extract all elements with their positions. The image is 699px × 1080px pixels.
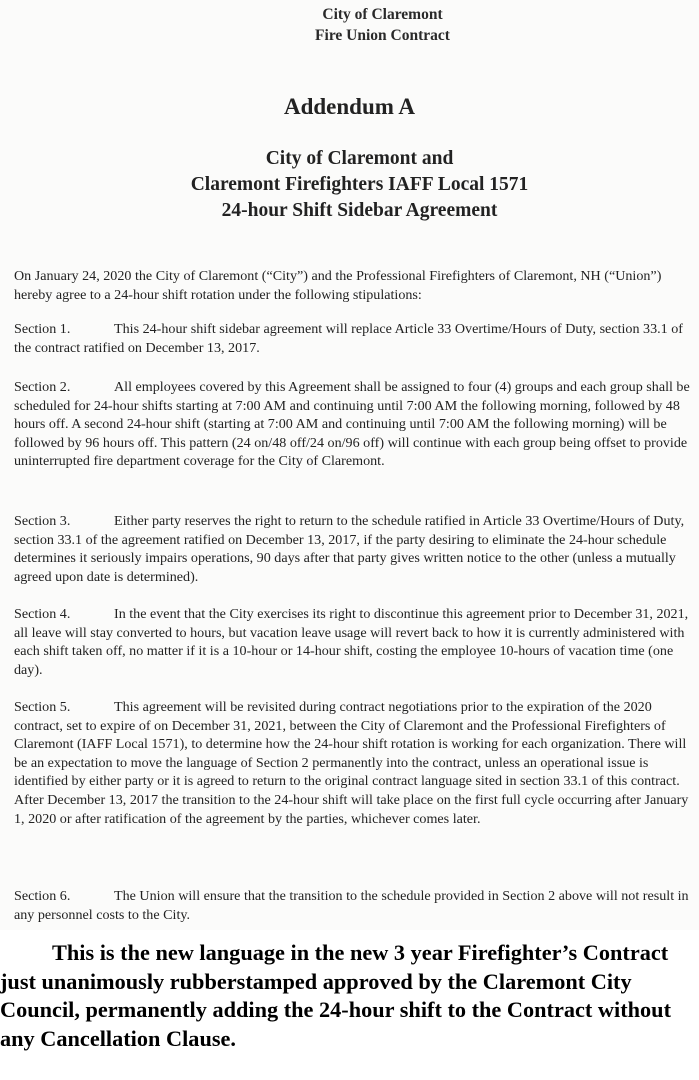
section-5-text: This agreement will be revisited during contract negotiations prior to the expiration of the 2020 contract, set to expire of on December 31, 2021, between the City of Claremont and the Professional Firefighters of Claremont (IAFF Local 1571), to determine how the 24-hour shift rotation is working for each organization. There will be an expectation to move the language of Section 2 permanently into the contract, unless an operational issue is identified by either party or it is agreed to return to the original contract language sited in section 33.1 of this contract. [14,699,687,790]
section-4 [14,605,692,679]
section-2-text: All employees covered by this Agreement shall be assigned to four (4) groups and each group shall be scheduled for 24-hour shifts starting at 7:00 AM and continuing until 7:00 AM the following morning, followed by 48 hours off. A second 24-hour shift (starting at 7:00 AM and continuing until 7:00 AM the following morning) will be followed by 96 hours off. This pattern (24 on/48 off/24 on/96 off) will continue with each group being offset to provide uninterrupted fire department coverage for the City of Claremont. [14,379,690,470]
section-1-text: This 24-hour shift sidebar agreement will replace Article 33 Overtime/Hours of Duty, section 33.1 of the contract ratified on December 13, 2017. [14,321,683,356]
footer-caption [0,939,699,1053]
section-6-text: The Union will ensure that the transition to the schedule provided in Section 2 above will not result in any personnel costs to the City. [14,888,689,923]
agreement-title-line2: Claremont Firefighters IAFF Local 1571 [190,174,529,195]
agreement-title-line3: 24-hour Shift Sidebar Agreement [221,200,498,221]
section-6 [14,887,692,924]
section-3-text: Either party reserves the right to return to the schedule ratified in Article 33 Overtime/Hours of Duty, section 33.1 of the agreement ratified on December 13, 2017, if the party desiring to eliminate the 24-hour schedule determines it seriously impairs operations, 90 days after that party gives written notice to the other (unless a mutually agreed upon date is determined). [14,513,685,585]
footer-caption-text: This is the new language in the new 3 year Firefighter’s Contract just unanimously rubberstamped approved by the Claremont City Council, permanently adding the 24-hour shift to the Contract without any Cancellation Clause. [0,940,671,1051]
addendum-title: Addendum A [283,94,416,119]
section-1 [14,320,688,357]
section-4-text: In the event that the City exercises its right to discontinue this agreement prior to December 31, 2021, all leave will stay converted to hours, but vacation leave usage will revert back to how it is currently administered with each shift taken off, no matter if it is a 10-hour or 14-hour shift, costing the employee 10-hours of vacation time (one day). [14,606,689,678]
document-header [0,4,699,46]
header-contract: Fire Union Contract [315,27,450,44]
section-6-label: Section 6. [14,888,71,904]
section-5-transition-note: After December 13, 2017 the transition to the 24-hour shift will take place on the first full cycle occurring after January 1, 2020 or after ratification of the agreement by the parties, whichever comes later. [14,791,689,827]
section-2 [14,378,692,471]
section-2-label: Section 2. [14,379,71,395]
section-3 [14,512,692,586]
section-1-label: Section 1. [14,321,71,337]
intro-paragraph: On January 24, 2020 the City of Claremont (“City”) and the Professional Firefighters of Claremont, NH (“Union”) hereby agree to a 24-hour shift rotation under the following stipulations: [14,268,662,303]
section-4-label: Section 4. [14,606,71,622]
agreement-title-line1: City of Claremont and [265,148,454,169]
header-city: City of Claremont [322,6,443,23]
agreement-title [0,146,699,224]
section-5-label: Section 5. [14,699,71,715]
section-5 [14,698,692,828]
section-3-label: Section 3. [14,513,71,529]
